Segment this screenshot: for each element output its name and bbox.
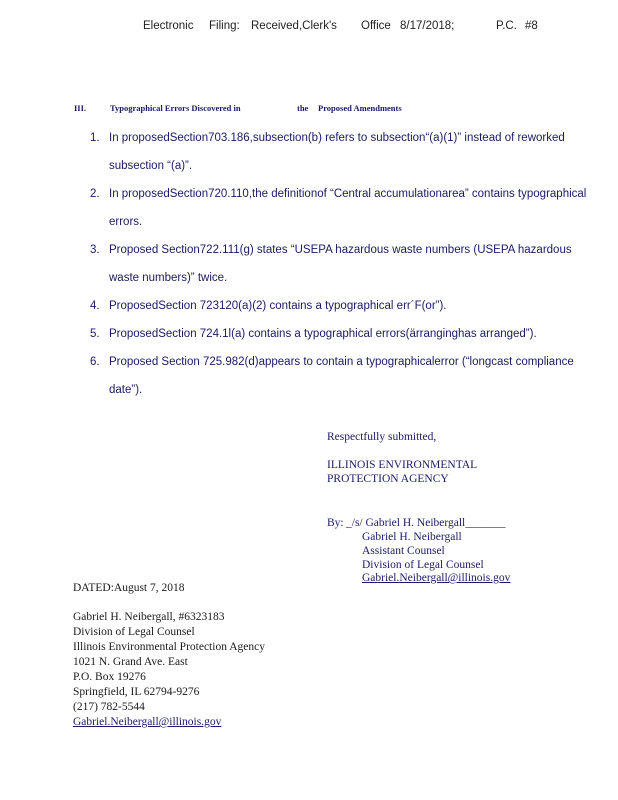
agency-name-line-2: PROTECTION AGENCY [327, 473, 449, 485]
by-label: By: [327, 517, 344, 529]
list-item [90, 292, 600, 320]
contact-phone: (217) 782-5544 [73, 701, 145, 713]
signer-division: Division of Legal Counsel [362, 559, 484, 571]
header-date: 8/17/2018; [400, 20, 455, 32]
item-text: ProposedSection 724.1l(a) contains a typographical errors(ärranginghas arranged”). [109, 328, 537, 340]
header-office: Office [361, 20, 391, 32]
contact-division: Division of Legal Counsel [73, 626, 195, 638]
contact-name: Gabriel H. Neibergall, #6323183 [73, 611, 225, 623]
list-item [90, 124, 600, 180]
item-number: 4. [90, 300, 100, 312]
contact-block [73, 610, 265, 730]
error-list [90, 124, 600, 404]
section-numeral: III. [74, 103, 87, 113]
signer-title: Assistant Counsel [362, 545, 445, 557]
section-title-part-3: Proposed Amendments [318, 103, 402, 113]
contact-agency: Illinois Environmental Protection Agency [73, 641, 265, 653]
list-item [90, 236, 600, 292]
header-pc: P.C. [496, 20, 517, 32]
contact-email-link[interactable]: Gabriel.Neibergall@illinois.gov [73, 716, 222, 728]
item-number: 5. [90, 328, 100, 340]
item-number: 6. [90, 356, 100, 368]
contact-street: 1021 N. Grand Ave. East [73, 656, 188, 668]
header-electronic: Electronic [143, 20, 194, 32]
item-number: 3. [90, 244, 100, 256]
dated-line: DATED:August 7, 2018 [73, 582, 185, 594]
list-item [90, 180, 600, 236]
header-filing: Filing: [209, 20, 240, 32]
signer-name: Gabriel H. Neibergall [362, 531, 462, 543]
item-text: ProposedSection 723120(a)(2) contains a typographical err´F(or”). [109, 300, 447, 312]
header-received: Received,Clerk's [251, 20, 337, 32]
item-text: Proposed Section 725.982(d)appears to contain a typographicalerror (“longcast compliance date”). [109, 356, 574, 396]
item-text: In proposedSection720.110,the definitionof “Central accumulationarea” contains typographical errors. [109, 188, 587, 228]
item-text: In proposedSection703.186,subsection(b) refers to subsection“(a)(1)” instead of reworked subsection “(a)”. [109, 132, 565, 172]
item-number: 1. [90, 132, 100, 144]
electronic-signature: _/s/ Gabriel H. Neibergall_______ [346, 517, 506, 529]
list-item [90, 320, 600, 348]
contact-city: Springfield, IL 62794-9276 [73, 686, 200, 698]
header-pc-number: #8 [525, 20, 538, 32]
section-title-part-1: Typographical Errors Discovered in [110, 103, 241, 113]
signer-email-link[interactable]: Gabriel.Neibergall@illinois.gov [362, 572, 511, 584]
item-number: 2. [90, 188, 100, 200]
item-text: Proposed Section722.111(g) states “USEPA hazardous waste numbers (USEPA hazardous waste numbers)” twice. [109, 244, 572, 284]
agency-name-line-1: ILLINOIS ENVIRONMENTAL [327, 459, 478, 471]
section-title-part-2: the [297, 103, 309, 113]
list-item [90, 348, 600, 404]
closing-phrase: Respectfully submitted, [327, 431, 437, 443]
contact-pobox: P.O. Box 19276 [73, 671, 146, 683]
